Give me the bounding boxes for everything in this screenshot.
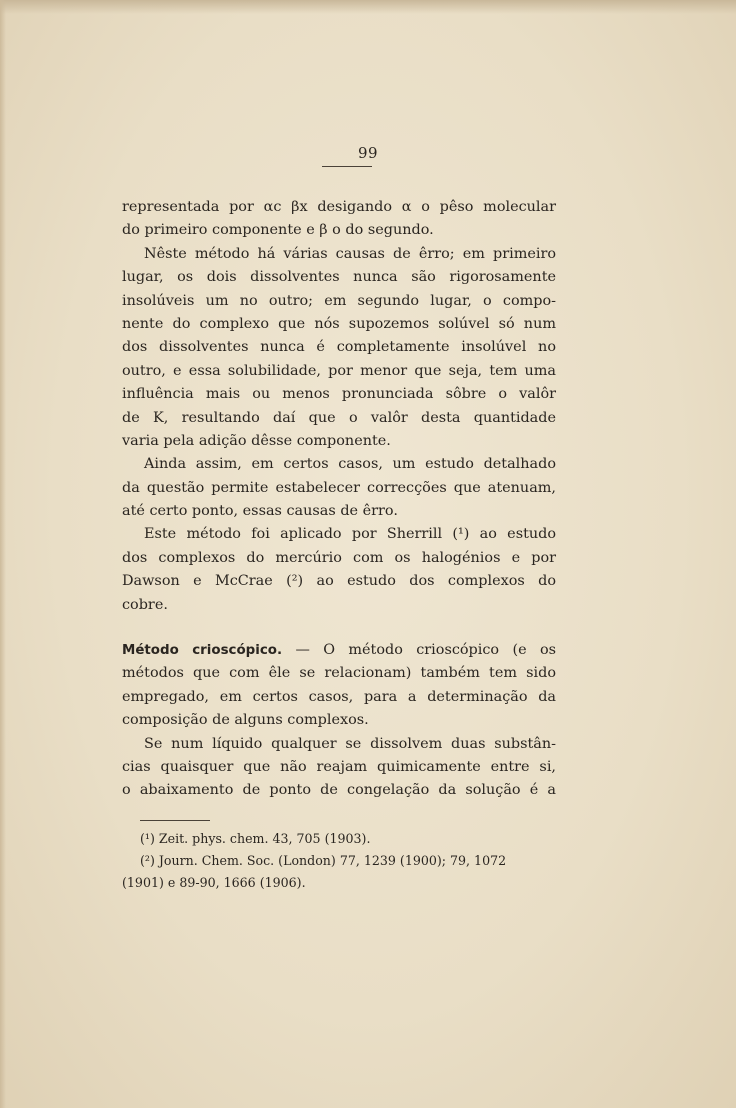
- text-line: até certo ponto, essas causas de êrro.: [122, 503, 398, 520]
- page-left-edge: [0, 0, 6, 1108]
- text-line: métodos que com êle se relacionam) também tem sido: [122, 665, 556, 682]
- text-line: composição de alguns complexos.: [122, 712, 369, 729]
- text-line: empregado, em certos casos, para a determinação da: [122, 688, 556, 705]
- text-line: nente do complexo que nós supozemos solúvel só num: [122, 315, 556, 332]
- text-line: cias quaisquer que não reajam quimicamente entre si,: [122, 758, 556, 775]
- section-gap: [122, 617, 556, 639]
- text-line: Se num líquido qualquer se dissolvem duas substân-: [144, 735, 556, 752]
- text-line: do primeiro componente e β o do segundo.: [122, 222, 434, 239]
- text-line: dos complexos do mercúrio com os halogénios e por: [122, 549, 556, 566]
- text-line: Dawson e McCrae (²) ao estudo dos complexos do: [122, 573, 556, 590]
- page-number: 99: [357, 144, 379, 162]
- footnote-rule: [140, 820, 210, 821]
- text-line: dos dissolventes nunca é completamente insolúvel no: [122, 339, 556, 356]
- text-line: varia pela adição dêsse componente.: [122, 432, 391, 449]
- text-line: Este método foi aplicado por Sherrill (¹) ao estudo: [144, 526, 556, 543]
- body-text: [122, 196, 556, 803]
- text-line: o abaixamento de ponto de congelação da solução é a: [122, 782, 556, 799]
- text-line: insolúveis um no outro; em segundo lugar, o compo-: [122, 292, 556, 309]
- text-line-rest: — O método crioscópico (e os: [282, 642, 556, 659]
- section-title: Método crioscópico.: [122, 643, 283, 659]
- text-line: [122, 639, 556, 662]
- text-line: lugar, os dois dissolventes nunca são rigorosamente: [122, 269, 556, 286]
- page-number-rule: [322, 166, 372, 167]
- text-line: cobre.: [122, 596, 168, 613]
- text-line: Nêste método há várias causas de êrro; em primeiro: [144, 245, 556, 262]
- footnote-2-continued: (1901) e 89-90, 1666 (1906).: [122, 875, 306, 890]
- footnote-2: (²) Journ. Chem. Soc. (London) 77, 1239 (1900); 79, 1072: [140, 853, 507, 868]
- footnotes: [122, 828, 556, 894]
- text-line: da questão permite estabelecer correcções que atenuam,: [122, 479, 556, 496]
- text-line: Ainda assim, em certos casos, um estudo detalhado: [144, 456, 556, 473]
- footnote-1: (¹) Zeit. phys. chem. 43, 705 (1903).: [140, 831, 371, 846]
- page-top-shadow: [0, 0, 736, 14]
- text-line: de K, resultando daí que o valôr desta quantidade: [122, 409, 556, 426]
- text-line: representada por αc βx desigando α o pêso molecular: [122, 199, 556, 215]
- text-line: outro, e essa solubilidade, por menor que seja, tem uma: [122, 362, 556, 379]
- text-line: influência mais ou menos pronunciada sôbre o valôr: [122, 386, 556, 403]
